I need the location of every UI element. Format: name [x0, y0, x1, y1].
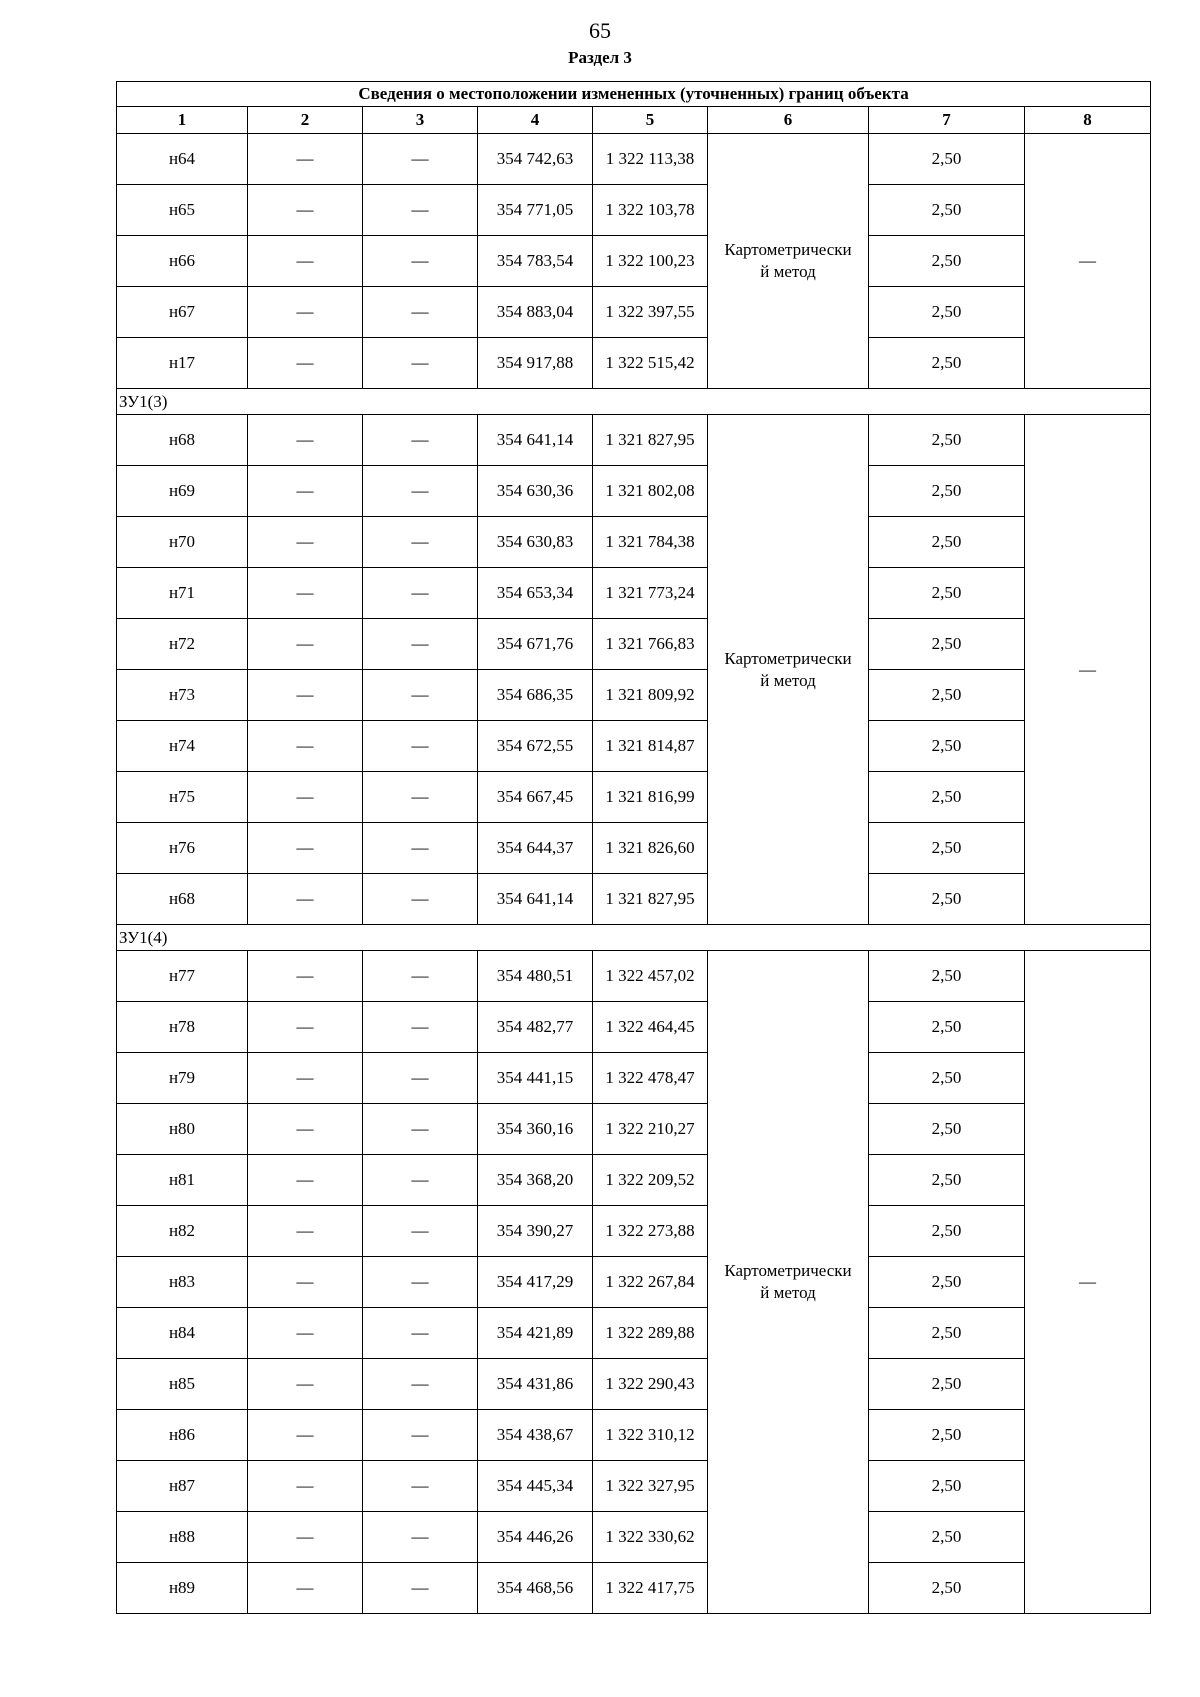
y-coordinate: 1 321 827,95	[593, 415, 708, 466]
accuracy-value: 2,50	[869, 415, 1025, 466]
col2-value: —	[248, 287, 363, 338]
y-coordinate: 1 322 210,27	[593, 1104, 708, 1155]
col2-value: —	[248, 1359, 363, 1410]
point-name: н75	[117, 772, 248, 823]
accuracy-value: 2,50	[869, 517, 1025, 568]
method-line-1: Картометрически	[724, 240, 852, 259]
point-name: н72	[117, 619, 248, 670]
accuracy-value: 2,50	[869, 338, 1025, 389]
col3-value: —	[363, 619, 478, 670]
column-header: 6	[708, 107, 869, 134]
y-coordinate: 1 322 267,84	[593, 1257, 708, 1308]
col3-value: —	[363, 1563, 478, 1614]
accuracy-value: 2,50	[869, 1308, 1025, 1359]
table-row	[117, 1308, 1151, 1359]
col2-value: —	[248, 1257, 363, 1308]
x-coordinate: 354 771,05	[478, 185, 593, 236]
column-header: 5	[593, 107, 708, 134]
table-row	[117, 772, 1151, 823]
method-line-2: й метод	[760, 1283, 816, 1302]
x-coordinate: 354 468,56	[478, 1563, 593, 1614]
table-row	[117, 1053, 1151, 1104]
x-coordinate: 354 641,14	[478, 415, 593, 466]
x-coordinate: 354 438,67	[478, 1410, 593, 1461]
y-coordinate: 1 321 784,38	[593, 517, 708, 568]
x-coordinate: 354 390,27	[478, 1206, 593, 1257]
accuracy-value: 2,50	[869, 1257, 1025, 1308]
y-coordinate: 1 322 327,95	[593, 1461, 708, 1512]
group-row	[117, 389, 1151, 415]
point-name: н84	[117, 1308, 248, 1359]
table-row	[117, 1359, 1151, 1410]
point-name: н65	[117, 185, 248, 236]
accuracy-value: 2,50	[869, 1053, 1025, 1104]
col3-value: —	[363, 236, 478, 287]
x-coordinate: 354 360,16	[478, 1104, 593, 1155]
y-coordinate: 1 321 816,99	[593, 772, 708, 823]
accuracy-value: 2,50	[869, 1104, 1025, 1155]
table-row	[117, 517, 1151, 568]
table-row	[117, 951, 1151, 1002]
accuracy-value: 2,50	[869, 619, 1025, 670]
y-coordinate: 1 322 103,78	[593, 185, 708, 236]
col3-value: —	[363, 772, 478, 823]
col2-value: —	[248, 670, 363, 721]
table-title: Сведения о местоположении измененных (уточненных) границ объекта	[117, 82, 1151, 107]
method-line-1: Картометрически	[724, 648, 852, 668]
table-row	[117, 466, 1151, 517]
x-coordinate: 354 417,29	[478, 1257, 593, 1308]
point-name: н81	[117, 1155, 248, 1206]
x-coordinate: 354 671,76	[478, 619, 593, 670]
col8-value: —	[1025, 415, 1151, 925]
col2-value: —	[248, 951, 363, 1002]
col3-value: —	[363, 1155, 478, 1206]
coordinates-table	[116, 81, 1151, 1614]
accuracy-value: 2,50	[869, 236, 1025, 287]
col2-value: —	[248, 236, 363, 287]
accuracy-value: 2,50	[869, 1002, 1025, 1053]
y-coordinate: 1 321 773,24	[593, 568, 708, 619]
y-coordinate: 1 322 209,52	[593, 1155, 708, 1206]
col2-value: —	[248, 1461, 363, 1512]
table-row	[117, 134, 1151, 185]
y-coordinate: 1 322 464,45	[593, 1002, 708, 1053]
page-number: 65	[589, 18, 611, 43]
col8-value: —	[1025, 134, 1151, 389]
point-name: н66	[117, 236, 248, 287]
col3-value: —	[363, 517, 478, 568]
col2-value: —	[248, 415, 363, 466]
col8-value: —	[1025, 951, 1151, 1614]
col3-value: —	[363, 670, 478, 721]
point-name: н89	[117, 1563, 248, 1614]
accuracy-value: 2,50	[869, 1155, 1025, 1206]
table-row	[117, 1563, 1151, 1614]
point-name: н86	[117, 1410, 248, 1461]
point-name: н76	[117, 823, 248, 874]
col3-value: —	[363, 1461, 478, 1512]
point-name: н64	[117, 134, 248, 185]
col2-value: —	[248, 772, 363, 823]
x-coordinate: 354 917,88	[478, 338, 593, 389]
col3-value: —	[363, 287, 478, 338]
method-line-2: й метод	[760, 262, 816, 281]
point-name: н73	[117, 670, 248, 721]
x-coordinate: 354 445,34	[478, 1461, 593, 1512]
table-row	[117, 823, 1151, 874]
col2-value: —	[248, 1308, 363, 1359]
y-coordinate: 1 322 397,55	[593, 287, 708, 338]
accuracy-value: 2,50	[869, 874, 1025, 925]
table-row	[117, 670, 1151, 721]
table-row	[117, 874, 1151, 925]
x-coordinate: 354 446,26	[478, 1512, 593, 1563]
col2-value: —	[248, 1053, 363, 1104]
point-name: н83	[117, 1257, 248, 1308]
y-coordinate: 1 321 826,60	[593, 823, 708, 874]
col2-value: —	[248, 619, 363, 670]
table-row	[117, 721, 1151, 772]
accuracy-value: 2,50	[869, 721, 1025, 772]
y-coordinate: 1 322 290,43	[593, 1359, 708, 1410]
table-row	[117, 1104, 1151, 1155]
col2-value: —	[248, 1002, 363, 1053]
col2-value: —	[248, 338, 363, 389]
method-cell	[708, 415, 869, 925]
table-title-row	[117, 82, 1151, 107]
col2-value: —	[248, 1410, 363, 1461]
accuracy-value: 2,50	[869, 466, 1025, 517]
x-coordinate: 354 480,51	[478, 951, 593, 1002]
y-coordinate: 1 322 515,42	[593, 338, 708, 389]
x-coordinate: 354 686,35	[478, 670, 593, 721]
col2-value: —	[248, 1563, 363, 1614]
x-coordinate: 354 742,63	[478, 134, 593, 185]
method-line-1: Картометрически	[724, 1261, 852, 1280]
col3-value: —	[363, 185, 478, 236]
table-row	[117, 1410, 1151, 1461]
col2-value: —	[248, 568, 363, 619]
point-name: н80	[117, 1104, 248, 1155]
point-name: н88	[117, 1512, 248, 1563]
accuracy-value: 2,50	[869, 1512, 1025, 1563]
method-cell	[708, 134, 869, 389]
point-name: н71	[117, 568, 248, 619]
col2-value: —	[248, 1512, 363, 1563]
col2-value: —	[248, 185, 363, 236]
col3-value: —	[363, 1410, 478, 1461]
table-row	[117, 619, 1151, 670]
table-row	[117, 1155, 1151, 1206]
y-coordinate: 1 321 814,87	[593, 721, 708, 772]
col2-value: —	[248, 134, 363, 185]
column-header: 1	[117, 107, 248, 134]
point-name: н68	[117, 415, 248, 466]
col2-value: —	[248, 823, 363, 874]
x-coordinate: 354 482,77	[478, 1002, 593, 1053]
point-name: н79	[117, 1053, 248, 1104]
column-header: 8	[1025, 107, 1151, 134]
x-coordinate: 354 644,37	[478, 823, 593, 874]
accuracy-value: 2,50	[869, 568, 1025, 619]
col3-value: —	[363, 1359, 478, 1410]
y-coordinate: 1 321 766,83	[593, 619, 708, 670]
table-header-row	[117, 107, 1151, 134]
point-name: н69	[117, 466, 248, 517]
column-header: 7	[869, 107, 1025, 134]
accuracy-value: 2,50	[869, 185, 1025, 236]
col2-value: —	[248, 466, 363, 517]
table-row	[117, 1512, 1151, 1563]
y-coordinate: 1 322 100,23	[593, 236, 708, 287]
x-coordinate: 354 441,15	[478, 1053, 593, 1104]
point-name: н17	[117, 338, 248, 389]
x-coordinate: 354 431,86	[478, 1359, 593, 1410]
table-row	[117, 1002, 1151, 1053]
accuracy-value: 2,50	[869, 1461, 1025, 1512]
col2-value: —	[248, 1104, 363, 1155]
y-coordinate: 1 321 802,08	[593, 466, 708, 517]
point-name: н85	[117, 1359, 248, 1410]
col3-value: —	[363, 1053, 478, 1104]
col3-value: —	[363, 1257, 478, 1308]
point-name: н70	[117, 517, 248, 568]
method-cell	[708, 951, 869, 1614]
table-row	[117, 568, 1151, 619]
section-title: Раздел 3	[568, 48, 632, 67]
table-row	[117, 415, 1151, 466]
y-coordinate: 1 322 417,75	[593, 1563, 708, 1614]
y-coordinate: 1 322 457,02	[593, 951, 708, 1002]
col3-value: —	[363, 1002, 478, 1053]
table-row	[117, 287, 1151, 338]
y-coordinate: 1 322 273,88	[593, 1206, 708, 1257]
x-coordinate: 354 672,55	[478, 721, 593, 772]
group-label: ЗУ1(3)	[117, 389, 1151, 415]
col2-value: —	[248, 517, 363, 568]
col3-value: —	[363, 134, 478, 185]
col3-value: —	[363, 951, 478, 1002]
table-row	[117, 338, 1151, 389]
group-row	[117, 925, 1151, 951]
col2-value: —	[248, 874, 363, 925]
y-coordinate: 1 322 478,47	[593, 1053, 708, 1104]
column-header: 3	[363, 107, 478, 134]
col3-value: —	[363, 415, 478, 466]
x-coordinate: 354 368,20	[478, 1155, 593, 1206]
accuracy-value: 2,50	[869, 1563, 1025, 1614]
group-label: ЗУ1(4)	[117, 925, 1151, 951]
col3-value: —	[363, 466, 478, 517]
point-name: н82	[117, 1206, 248, 1257]
col3-value: —	[363, 1308, 478, 1359]
col3-value: —	[363, 823, 478, 874]
x-coordinate: 354 783,54	[478, 236, 593, 287]
col3-value: —	[363, 1104, 478, 1155]
y-coordinate: 1 322 289,88	[593, 1308, 708, 1359]
col3-value: —	[363, 874, 478, 925]
table-row	[117, 1461, 1151, 1512]
accuracy-value: 2,50	[869, 1206, 1025, 1257]
x-coordinate: 354 630,36	[478, 466, 593, 517]
column-header: 4	[478, 107, 593, 134]
x-coordinate: 354 641,14	[478, 874, 593, 925]
x-coordinate: 354 883,04	[478, 287, 593, 338]
accuracy-value: 2,50	[869, 1410, 1025, 1461]
y-coordinate: 1 322 330,62	[593, 1512, 708, 1563]
x-coordinate: 354 667,45	[478, 772, 593, 823]
point-name: н78	[117, 1002, 248, 1053]
x-coordinate: 354 421,89	[478, 1308, 593, 1359]
accuracy-value: 2,50	[869, 1359, 1025, 1410]
y-coordinate: 1 322 310,12	[593, 1410, 708, 1461]
table-row	[117, 185, 1151, 236]
col3-value: —	[363, 721, 478, 772]
table-row	[117, 236, 1151, 287]
accuracy-value: 2,50	[869, 823, 1025, 874]
point-name: н87	[117, 1461, 248, 1512]
x-coordinate: 354 630,83	[478, 517, 593, 568]
y-coordinate: 1 322 113,38	[593, 134, 708, 185]
x-coordinate: 354 653,34	[478, 568, 593, 619]
accuracy-value: 2,50	[869, 287, 1025, 338]
col2-value: —	[248, 721, 363, 772]
point-name: н77	[117, 951, 248, 1002]
col3-value: —	[363, 1206, 478, 1257]
col3-value: —	[363, 1512, 478, 1563]
accuracy-value: 2,50	[869, 772, 1025, 823]
point-name: н74	[117, 721, 248, 772]
col3-value: —	[363, 568, 478, 619]
col3-value: —	[363, 338, 478, 389]
accuracy-value: 2,50	[869, 951, 1025, 1002]
column-header: 2	[248, 107, 363, 134]
accuracy-value: 2,50	[869, 134, 1025, 185]
point-name: н67	[117, 287, 248, 338]
col2-value: —	[248, 1206, 363, 1257]
method-line-2: й метод	[760, 670, 816, 690]
col2-value: —	[248, 1155, 363, 1206]
table-row	[117, 1206, 1151, 1257]
accuracy-value: 2,50	[869, 670, 1025, 721]
y-coordinate: 1 321 809,92	[593, 670, 708, 721]
y-coordinate: 1 321 827,95	[593, 874, 708, 925]
point-name: н68	[117, 874, 248, 925]
table-row	[117, 1257, 1151, 1308]
